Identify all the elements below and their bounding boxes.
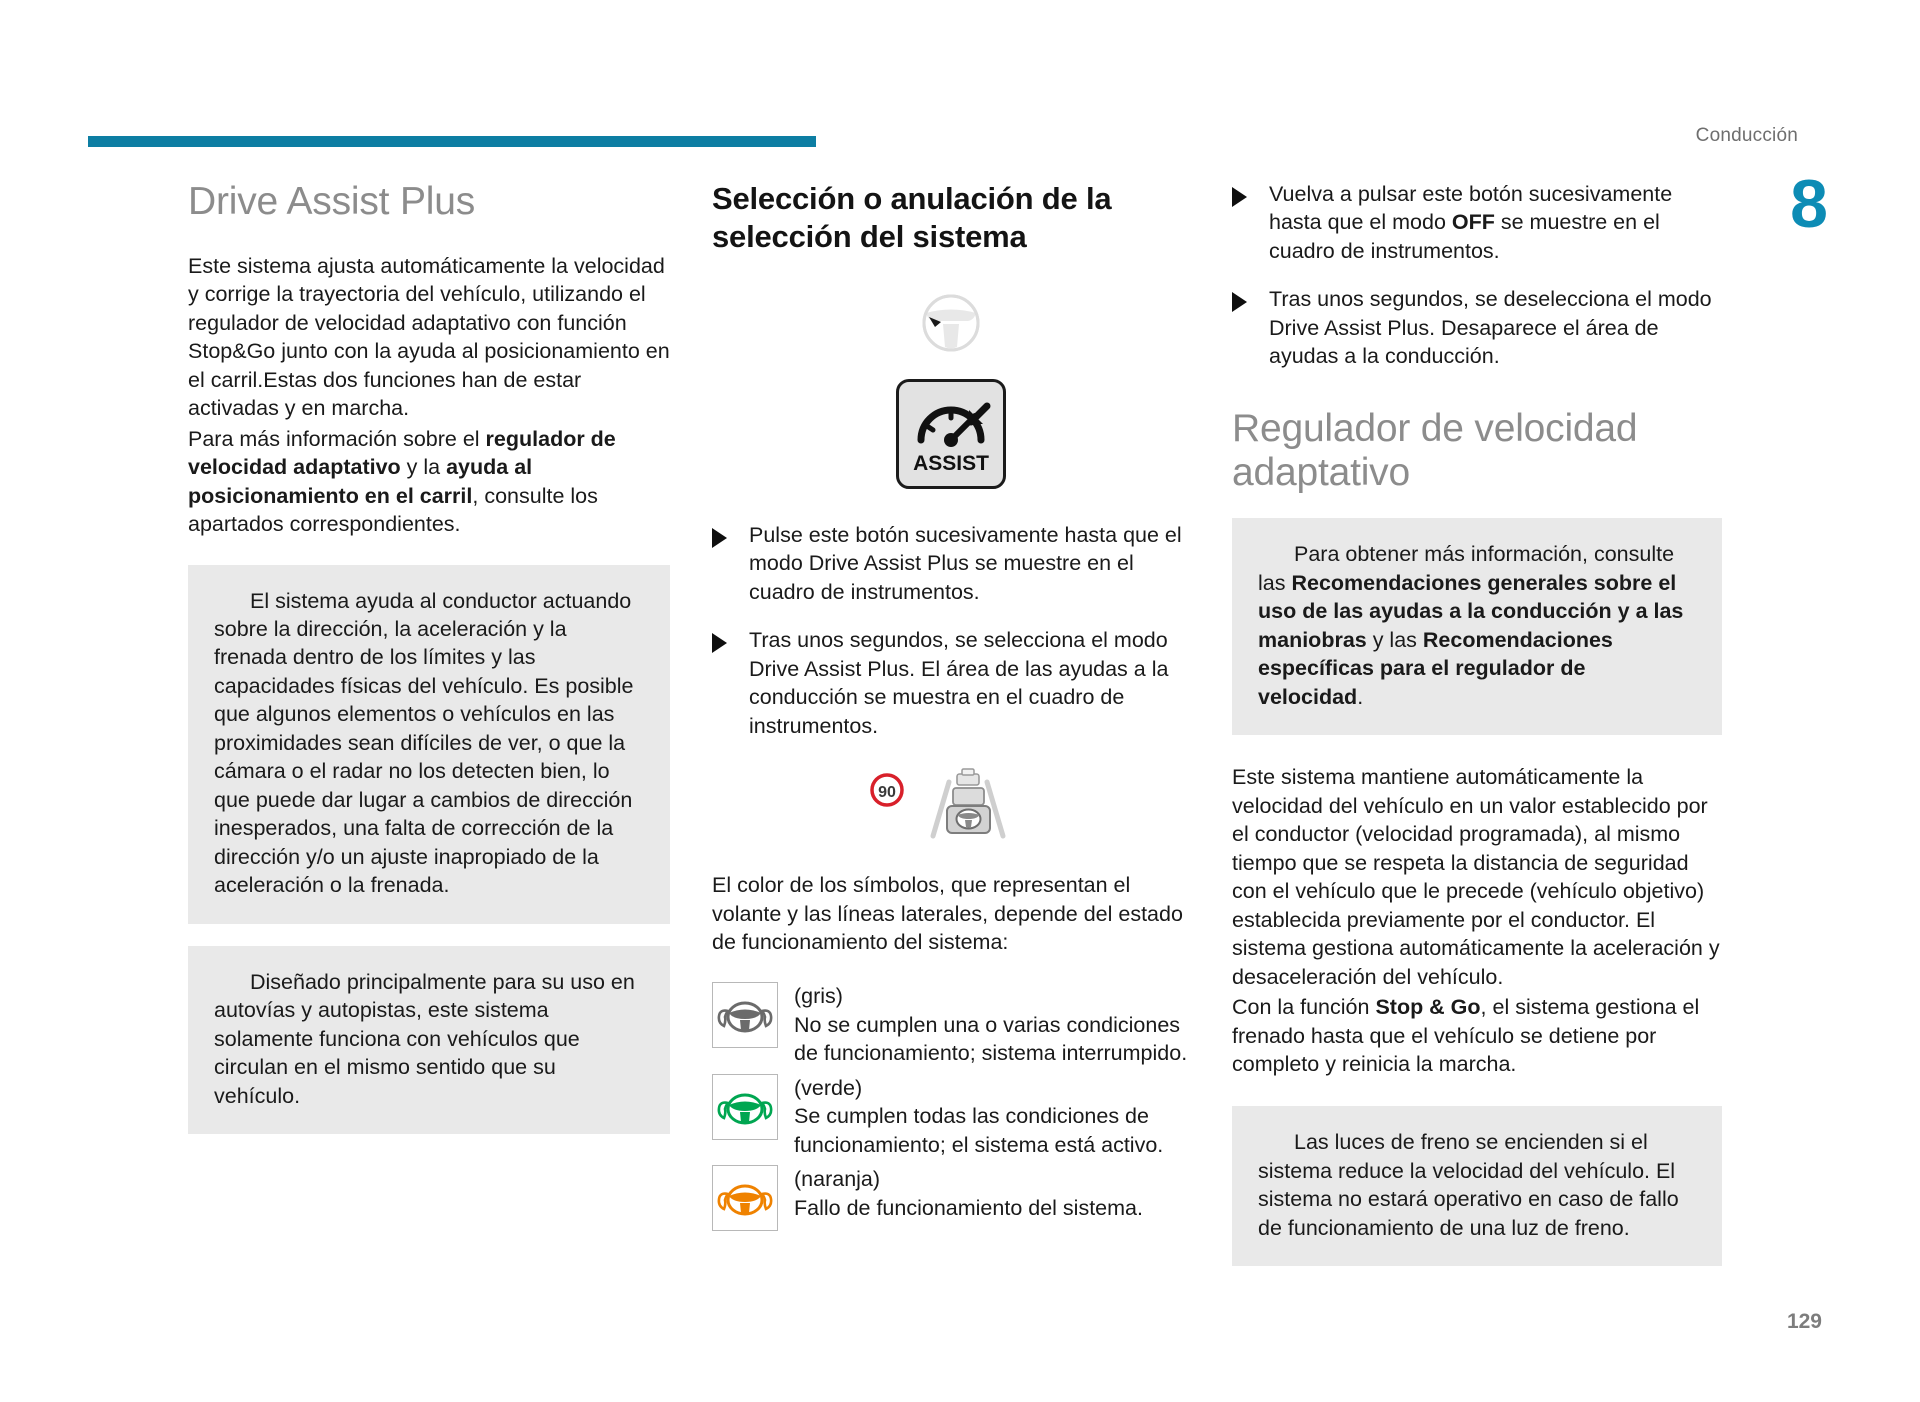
note-tail: .	[1357, 684, 1364, 709]
reference-bold-acc: regulador de velocidad adaptativo	[188, 426, 616, 480]
legend-text-orange	[794, 1165, 1143, 1222]
symbol-legend	[712, 982, 1190, 1231]
triangle-bullet-icon	[712, 633, 727, 653]
page-number: 129	[1786, 1310, 1822, 1333]
page-title: Drive Assist Plus	[188, 180, 476, 223]
note-lead: Para obtener más información, consulte las	[1258, 542, 1675, 595]
info-note-text	[1258, 540, 1696, 711]
speed-limit-value: 90	[878, 784, 896, 802]
acc-description-paragraph: Este sistema mantiene automáticamente la velocidad del vehículo en un valor establecido por el conductor (velocidad programada), al mismo tiempo que se respeta la distancia de seguridad con el vehículo que le precede (vehículo objetivo) establecida previamente por el conductor. El sistema gestiona automáticamente la aceleración y desaceleración del vehículo.	[1232, 765, 1720, 989]
column-left	[188, 180, 670, 1134]
list-item-bold: OFF	[1451, 210, 1495, 235]
assist-gauge-glyph	[899, 382, 1003, 486]
legend-text-gray	[794, 982, 1190, 1067]
legend-text-green	[794, 1074, 1190, 1159]
middle-bullet-list	[712, 521, 1190, 740]
right-bullet-list	[1232, 180, 1722, 371]
reference-bold-lane: ayuda al posicionamiento en el carril	[188, 455, 533, 508]
triangle-bullet-icon	[1232, 292, 1247, 312]
instrument-cluster-icon	[851, 766, 1051, 844]
list-item	[712, 626, 1190, 740]
steering-wheel-icon	[916, 294, 986, 352]
legend-row-green	[712, 1074, 1190, 1159]
steering-wheel-hands-green-icon	[712, 1074, 778, 1140]
list-item-text: Tras unos segundos, se selecciona el modo Drive Assist Plus. El área de las ayudas a la conducción se muestra en el cuadro de instrumentos.	[749, 628, 1169, 738]
section-title-acc: Regulador de velocidad adaptativo	[1232, 406, 1638, 494]
legend-color-name: (verde)	[794, 1075, 863, 1100]
header-accent-rule	[88, 136, 816, 147]
cluster-illustration-wrap	[712, 766, 1190, 849]
note-mid: y las	[1366, 627, 1423, 652]
legend-description: Se cumplen todas las condiciones de funcionamiento; el sistema está activo.	[794, 1104, 1164, 1157]
intro-paragraph: Este sistema ajusta automáticamente la velocidad y corrige la trayectoria del vehículo, utilizando el regulador de velocidad adaptativo con función Stop&Go junto con la ayuda al posicionamiento en el carril.Estas dos funciones han de estar activadas y en marcha.	[188, 253, 670, 421]
reference-tail: , consulte los apartados correspondientes.	[188, 483, 598, 537]
stopgo-lead: Con la función	[1232, 995, 1376, 1020]
chapter-number: 8	[1790, 166, 1828, 242]
list-item-tail: se muestre en el cuadro de instrumentos.	[1269, 210, 1660, 263]
steering-wheel-illustration-wrap	[712, 294, 1190, 357]
legend-description: No se cumplen una o varias condiciones de funcionamiento; sistema interrumpido.	[794, 1012, 1188, 1066]
symbols-intro-text: El color de los símbolos, que representan el volante y las líneas laterales, depende del estado de funcionamiento del sistema:	[712, 873, 1183, 954]
reference-paragraph	[188, 425, 670, 539]
assist-button-illustration-wrap	[712, 379, 1190, 491]
steering-wheel-hands-gray-icon	[712, 982, 778, 1048]
note-bold-general: Recomendaciones generales sobre el uso de las ayudas a la conducción y a las maniobras	[1258, 570, 1684, 652]
stopgo-bold: Stop & Go	[1375, 995, 1481, 1020]
header-chapter-label: Conducción	[1695, 125, 1798, 146]
column-right	[1232, 180, 1722, 1266]
assist-button-icon[interactable]	[896, 379, 1006, 489]
stop-and-go-paragraph	[1232, 993, 1722, 1078]
reference-mid: y la	[400, 455, 447, 480]
warning-note-brake-lights	[1232, 1106, 1722, 1266]
warning-note-text: Diseñado principalmente para su uso en autovías y autopistas, este sistema solamente funciona con vehículos que circulan en el mismo sentido que su vehículo.	[214, 969, 635, 1108]
stopgo-tail: , el sistema gestiona el frenado hasta que el vehículo se detiene por completo y reinicia la marcha.	[1232, 995, 1700, 1076]
column-middle	[712, 180, 1190, 1237]
steering-wheel-hands-orange-icon	[712, 1165, 778, 1231]
note-bold-specific: Recomendaciones específicas para el regulador de velocidad	[1258, 627, 1613, 709]
legend-description: Fallo de funcionamiento del sistema.	[794, 1195, 1143, 1220]
list-item-lead: Vuelva a pulsar este botón sucesivamente hasta que el modo	[1269, 182, 1673, 235]
list-item	[1232, 180, 1722, 265]
warning-note-driver-assist	[188, 565, 670, 924]
warning-note-highway-use	[188, 946, 670, 1134]
list-item	[712, 521, 1190, 606]
triangle-bullet-icon	[1232, 187, 1247, 207]
assist-button-label: ASSIST	[913, 451, 989, 475]
legend-color-name: (gris)	[794, 984, 843, 1009]
info-note-recommendations	[1232, 518, 1722, 735]
list-item-text: Pulse este botón sucesivamente hasta que el modo Drive Assist Plus se muestre en el cuadro de instrumentos.	[749, 522, 1182, 604]
triangle-bullet-icon	[712, 528, 727, 548]
reference-lead: Para más información sobre el	[188, 426, 486, 451]
legend-color-name: (naranja)	[794, 1167, 881, 1192]
legend-row-gray	[712, 982, 1190, 1067]
legend-row-orange	[712, 1165, 1190, 1231]
list-item	[1232, 285, 1722, 370]
subsection-title: Selección o anulación de la selección del sistema	[712, 181, 1112, 254]
warning-note-text: El sistema ayuda al conductor actuando sobre la dirección, la aceleración y la frenada dentro de los límites y las capacidades físicas del vehículo. Es posible que algunos elementos o vehículos en las proximidades sean difíciles de ver, o que la cámara o el radar no los detecten bien, lo que puede dar lugar a cambios de dirección inesperados, una falta de corrección de la dirección y/o un ajuste inapropiado de la aceleración o la frenada.	[214, 588, 634, 898]
list-item-text: Tras unos segundos, se deselecciona el modo Drive Assist Plus. Desaparece el área de ayudas a la conducción.	[1269, 287, 1712, 369]
warning-note-text: Las luces de freno se encienden si el sistema reduce la velocidad del vehículo. El sistema no estará operativo en caso de fallo de funcionamiento de una luz de freno.	[1258, 1130, 1679, 1240]
